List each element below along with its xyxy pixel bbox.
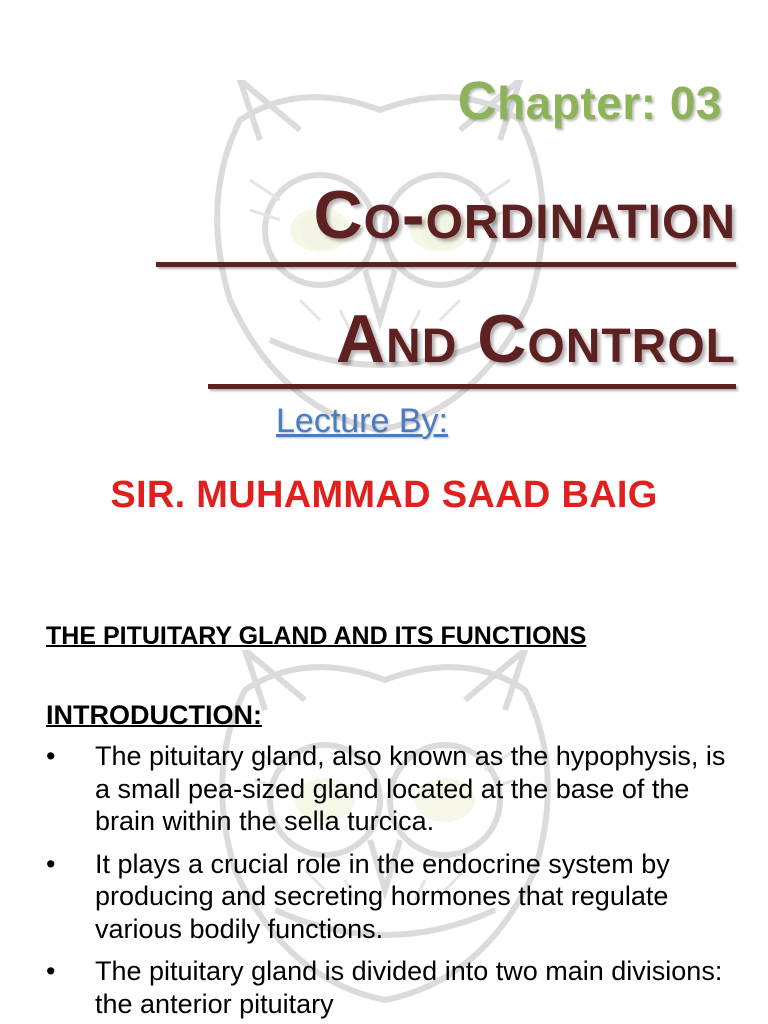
list-item bbox=[46, 955, 726, 1020]
section-title: THE PITUITARY GLAND AND ITS FUNCTIONS bbox=[46, 622, 587, 650]
chapter-heading bbox=[458, 70, 722, 132]
lecture-by-label: Lecture By: bbox=[276, 402, 448, 440]
bullet-text: The pituitary gland, also known as the hypophysis, is a small pea-sized gland located at the base of the brain within the sella turcica. bbox=[95, 741, 726, 836]
chapter-rest: hapter: 03 bbox=[497, 77, 722, 129]
chapter-first-letter: C bbox=[457, 71, 498, 131]
bullet-text: It plays a crucial role in the endocrine system by producing and secreting hormones that regulate various bodily functions. bbox=[95, 848, 670, 944]
bullet-list bbox=[46, 740, 726, 1024]
list-item bbox=[46, 740, 726, 838]
title-underline-1 bbox=[156, 262, 736, 267]
list-item bbox=[46, 848, 726, 946]
bullet-icon: • bbox=[46, 956, 56, 986]
bullet-text: The pituitary gland is divided into two main divisions: the anterior pituitary bbox=[95, 956, 723, 1019]
title-line-1: Co-ordination bbox=[313, 177, 736, 253]
bullet-icon: • bbox=[46, 848, 56, 879]
title-underline-2 bbox=[208, 384, 736, 389]
lecturer-name: SIR. MUHAMMAD SAAD BAIG bbox=[110, 474, 658, 516]
title-line-2: And Control bbox=[335, 301, 736, 377]
bullet-icon: • bbox=[46, 741, 56, 771]
introduction-heading: INTRODUCTION: bbox=[46, 700, 262, 730]
